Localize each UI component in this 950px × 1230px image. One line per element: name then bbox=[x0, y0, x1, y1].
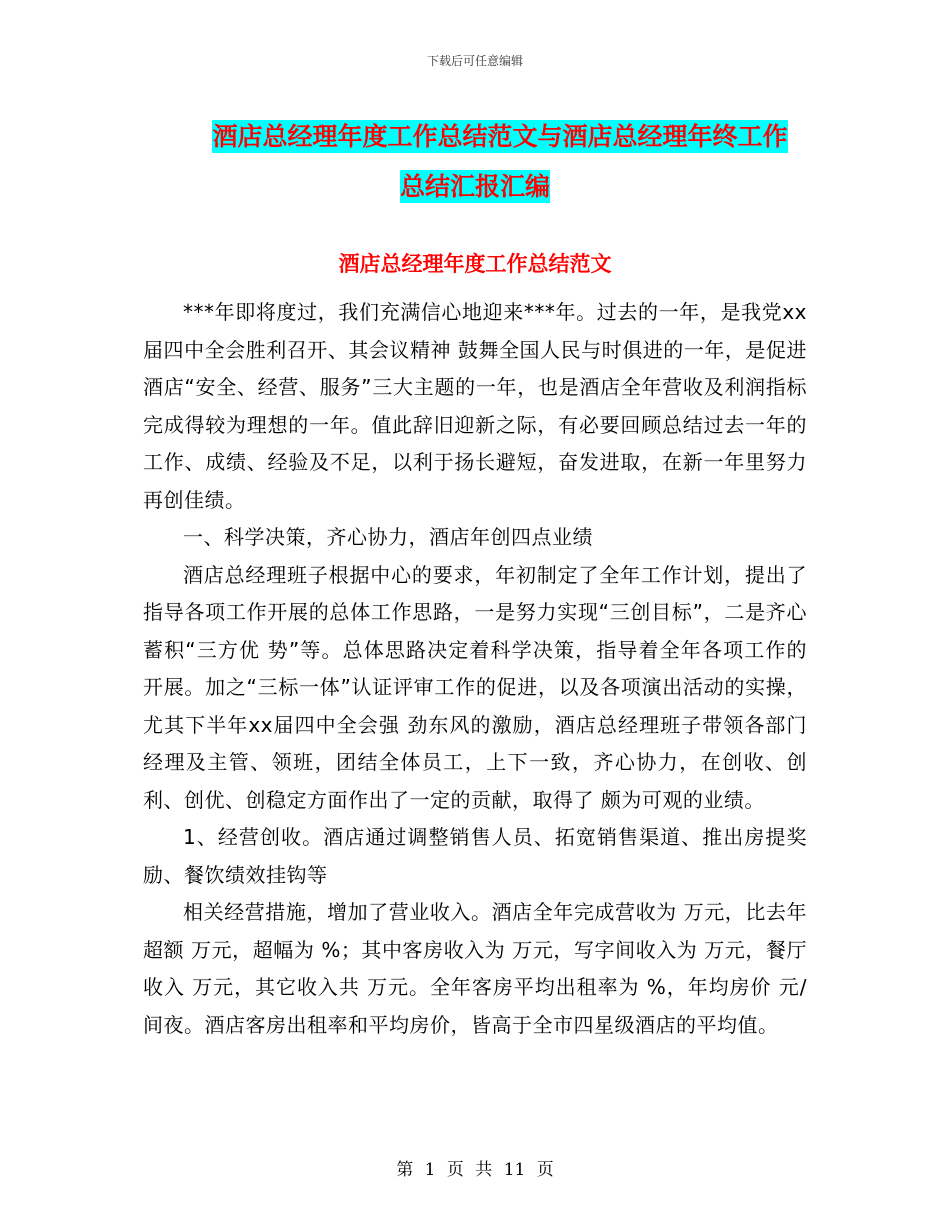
section-title: 酒店总经理年度工作总结范文 bbox=[338, 252, 612, 276]
title-line-1: 酒店总经理年度工作总结范文与酒店总经理年终工作 bbox=[212, 122, 788, 151]
paragraph: 1、经营创收。酒店通过调整销售人员、拓宽销售渠道、推出房提奖励、餐饮绩效挂钩等 bbox=[143, 825, 807, 887]
paragraph: ***年即将度过，我们充满信心地迎来***年。过去的一年，是我党xx届四中全会胜利召开、其会议精神 鼓舞全国人民与时俱进的一年，是促进酒店“安全、经营、服务”三大主题的一年，也是酒店全年营收及利润指标完成得较为理想的一年。值此辞旧迎新之际，有必要回顾总结过去一年的工作、成绩、经验及不足，以利于扬长避短，奋发进取，在新一年里努力再创佳绩。 bbox=[143, 300, 807, 512]
header-note: 下载后可任意编辑 bbox=[426, 54, 523, 68]
paragraph-heading: 一、科学决策，齐心协力，酒店年创四点业绩 bbox=[183, 525, 593, 549]
document-title bbox=[0, 112, 950, 212]
paragraph: 相关经营措施，增加了营业收入。酒店全年完成营收为 万元，比去年超额 万元，超幅为 %；其中客房收入为 万元，写字间收入为 万元，餐厅收入 万元，其它收入共 万元。全年客房平均出租率为 %，年均房价 元/间夜。酒店客房出租率和平均房价，皆高于全市四星级酒店的平均值。 bbox=[143, 900, 807, 1037]
page-footer: 第 1 页 共 11 页 bbox=[396, 1160, 554, 1180]
document-body bbox=[143, 294, 807, 1044]
paragraph: 酒店总经理班子根据中心的要求，年初制定了全年工作计划，提出了指导各项工作开展的总体工作思路，一是努力实现“三创目标”，二是齐心蓄积“三方优 势”等。总体思路决定着科学决策，指导着全年各项工作的开展。加之“三标一体”认证评审工作的促进，以及各项演出活动的实操，尤其下半年xx届四中全会强 劲东风的激励，酒店总经理班子带领各部门经理及主管、领班，团结全体员工，上下一致，齐心协力，在创收、创利、创优、创稳定方面作出了一定的贡献，取得了 颇为可观的业绩。 bbox=[143, 562, 807, 812]
title-line-2: 总结汇报汇编 bbox=[399, 172, 550, 201]
